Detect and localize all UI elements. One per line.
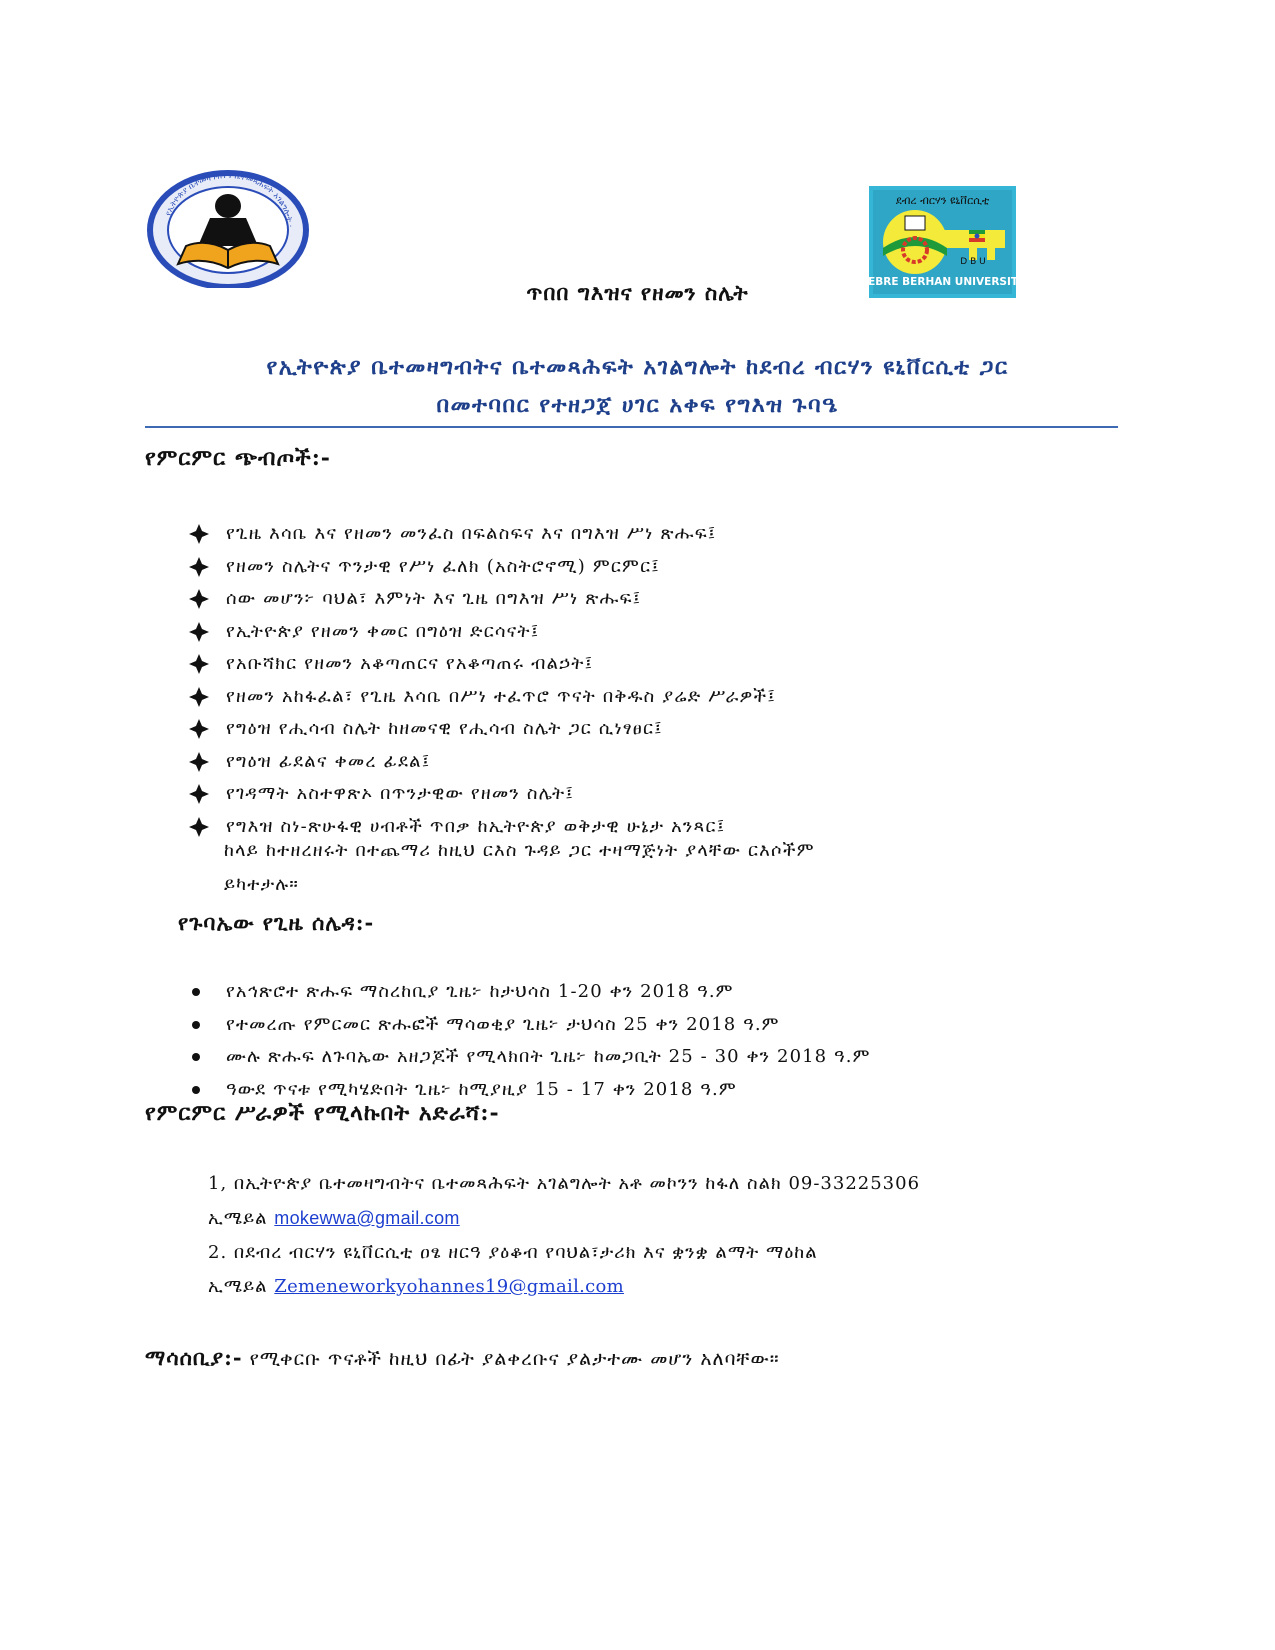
diamond-bullet-icon bbox=[188, 588, 210, 610]
list-item: ሙሉ ጽሑፍ ለጉባኤው አዘጋጆች የሚላክበት ጊዜ፦ ከመጋቢት 25 - 30 ቀን 2018 ዓ.ም bbox=[188, 1041, 1128, 1074]
list-item: የገዳማት አስተዋጽኦ በጥንታዊው የዘመን ስሌት፤ bbox=[188, 778, 1128, 811]
remark-text: የሚቀርቡ ጥናቶች ከዚህ በፊት ያልቀረቡና ያልታተሙ መሆን አለባቸው። bbox=[249, 1348, 780, 1370]
topics-note: ከላይ ከተዘረዘሩት በተጨማሪ ከዚህ ርእስ ጉዳይ ጋር ተዛማጅነት ያላቸው ርእሶችም ይካተታሉ። bbox=[224, 840, 815, 895]
topics-list bbox=[188, 518, 1128, 843]
remark bbox=[145, 1345, 780, 1371]
conference-title bbox=[145, 348, 1130, 424]
diamond-bullet-icon bbox=[188, 621, 210, 643]
diamond-bullet-icon bbox=[188, 556, 210, 578]
title-line-1: የኢትዮጵያ ቤተመዛግብትና ቤተመጻሕፍት አገልግሎት ከደብረ ብርሃን ዩኒቨርሲቲ ጋር bbox=[266, 354, 1009, 380]
diamond-bullet-icon bbox=[188, 783, 210, 805]
list-item: የአኅጽሮተ ጽሑፍ ማስረከቢያ ጊዜ፦ ከታህሳስ 1-20 ቀን 2018 ዓ.ም bbox=[188, 976, 1128, 1009]
list-item: የግዕዝ የሒሳብ ስሌት ከዘመናዊ የሒሳብ ስሌት ጋር ሲነፃፀር፤ bbox=[188, 713, 1128, 746]
title-line-2: በመተባበር የተዘጋጀ ሀገር አቀፍ የግእዝ ጉባዔ bbox=[436, 392, 839, 418]
svg-text:D B U: D B U bbox=[960, 257, 986, 267]
list-item: ሰው መሆን፦ ባህል፣ እምነት እና ጊዜ በግእዝ ሥነ ጽሑፍ፤ bbox=[188, 583, 1128, 616]
logo-ring-text: የኢትዮጵያ ቤተመዛግብትና ቤተመጻሕፍት አገልግሎት · bbox=[163, 170, 295, 228]
contact-2-email-row bbox=[208, 1270, 1128, 1304]
topics-heading: የምርምር ጭብጦች:- bbox=[145, 445, 331, 471]
schedule-heading: የጉባኤው የጊዜ ሰሌዳ:- bbox=[178, 910, 375, 935]
diamond-bullet-icon bbox=[188, 718, 210, 740]
svg-text:ደብረ ብርሃን ዩኒቨርሲቲ: ደብረ ብርሃን ዩኒቨርሲቲ bbox=[895, 194, 990, 207]
list-item: ዓውደ ጥናቱ የሚካሄድበት ጊዜ፦ ከሚያዚያ 15 - 17 ቀን 2018 ዓ.ም bbox=[188, 1074, 1128, 1107]
title-divider bbox=[145, 426, 1118, 428]
list-item: የዘመን ስሌትና ጥንታዊ የሥነ ፈለክ (አስትሮኖሚ) ምርምር፤ bbox=[188, 551, 1128, 584]
list-item: የግዕዝ ፊደልና ቀመረ ፊደል፤ bbox=[188, 746, 1128, 779]
contact-1-email-row bbox=[208, 1201, 1128, 1236]
contact-2-line: 2. በደብረ ብርሃን ዩኒቨርሲቲ ዐፄ ዘርዓ ያዕቆብ የባህል፣ታሪክ እና ቋንቋ ልማት ማዕከል bbox=[208, 1242, 818, 1263]
diamond-bullet-icon bbox=[188, 816, 210, 838]
conference-subtitle: ጥበበ ግእዝና የዘመን ስሌት bbox=[526, 280, 749, 305]
schedule-list bbox=[188, 976, 1128, 1106]
contact-1-line: 1, በኢትዮጵያ ቤተመዛግብትና ቤተመጻሕፍት አገልግሎት አቶ መኮንን ከፋለ ስልክ 09-33225306 bbox=[208, 1173, 921, 1194]
list-item: የግእዝ ስነ-ጽሁፋዊ ሀብቶች ጥበቃ ከኢትዮጵያ ወቅታዊ ሁኔታ አንጻር፤ bbox=[188, 811, 1128, 844]
remark-label: ማሳሰቢያ:- bbox=[145, 1345, 243, 1370]
email-label: ኢሜይል bbox=[208, 1276, 268, 1297]
bullet-icon bbox=[192, 988, 200, 996]
list-item: የተመረጡ የምርመር ጽሑፎች ማሳወቂያ ጊዜ፦ ታህሳስ 25 ቀን 2018 ዓ.ም bbox=[188, 1009, 1128, 1042]
diamond-bullet-icon bbox=[188, 751, 210, 773]
bullet-icon bbox=[192, 1086, 200, 1094]
diamond-bullet-icon bbox=[188, 523, 210, 545]
diamond-bullet-icon bbox=[188, 686, 210, 708]
email-label: ኢሜይል bbox=[208, 1208, 268, 1229]
list-item: የዘመን አከፋፈል፣ የጊዜ እሳቤ በሥነ ተፈጥሮ ጥናት በቅዱስ ያሬድ ሥራዎች፤ bbox=[188, 681, 1128, 714]
list-item: የኢትዮጵያ የዘመን ቀመር በግዕዝ ድርሳናት፤ bbox=[188, 616, 1128, 649]
contact-1-email-link[interactable]: mokewwa@gmail.com bbox=[274, 1208, 460, 1228]
diamond-bullet-icon bbox=[188, 653, 210, 675]
contacts-heading: የምርምር ሥራዎች የሚላኩበት አድራሻ:- bbox=[145, 1100, 500, 1126]
list-item: የአቡሻክር የዘመን አቆጣጠርና የአቆጣጠሩ ብልኃት፤ bbox=[188, 648, 1128, 681]
svg-text:DEBRE BERHAN UNIVERSITY: DEBRE BERHAN UNIVERSITY bbox=[859, 276, 1026, 288]
archives-library-logo bbox=[146, 168, 310, 288]
contact-2-email-link[interactable]: Zemeneworkyohannes19@gmail.com bbox=[274, 1276, 625, 1297]
list-item: የጊዜ እሳቤ እና የዘመን መንፈስ በፍልስፍና እና በግእዝ ሥነ ጽሑፍ፤ bbox=[188, 518, 1128, 551]
bullet-icon bbox=[192, 1021, 200, 1029]
bullet-icon bbox=[192, 1053, 200, 1061]
contacts-block bbox=[208, 1167, 1128, 1304]
